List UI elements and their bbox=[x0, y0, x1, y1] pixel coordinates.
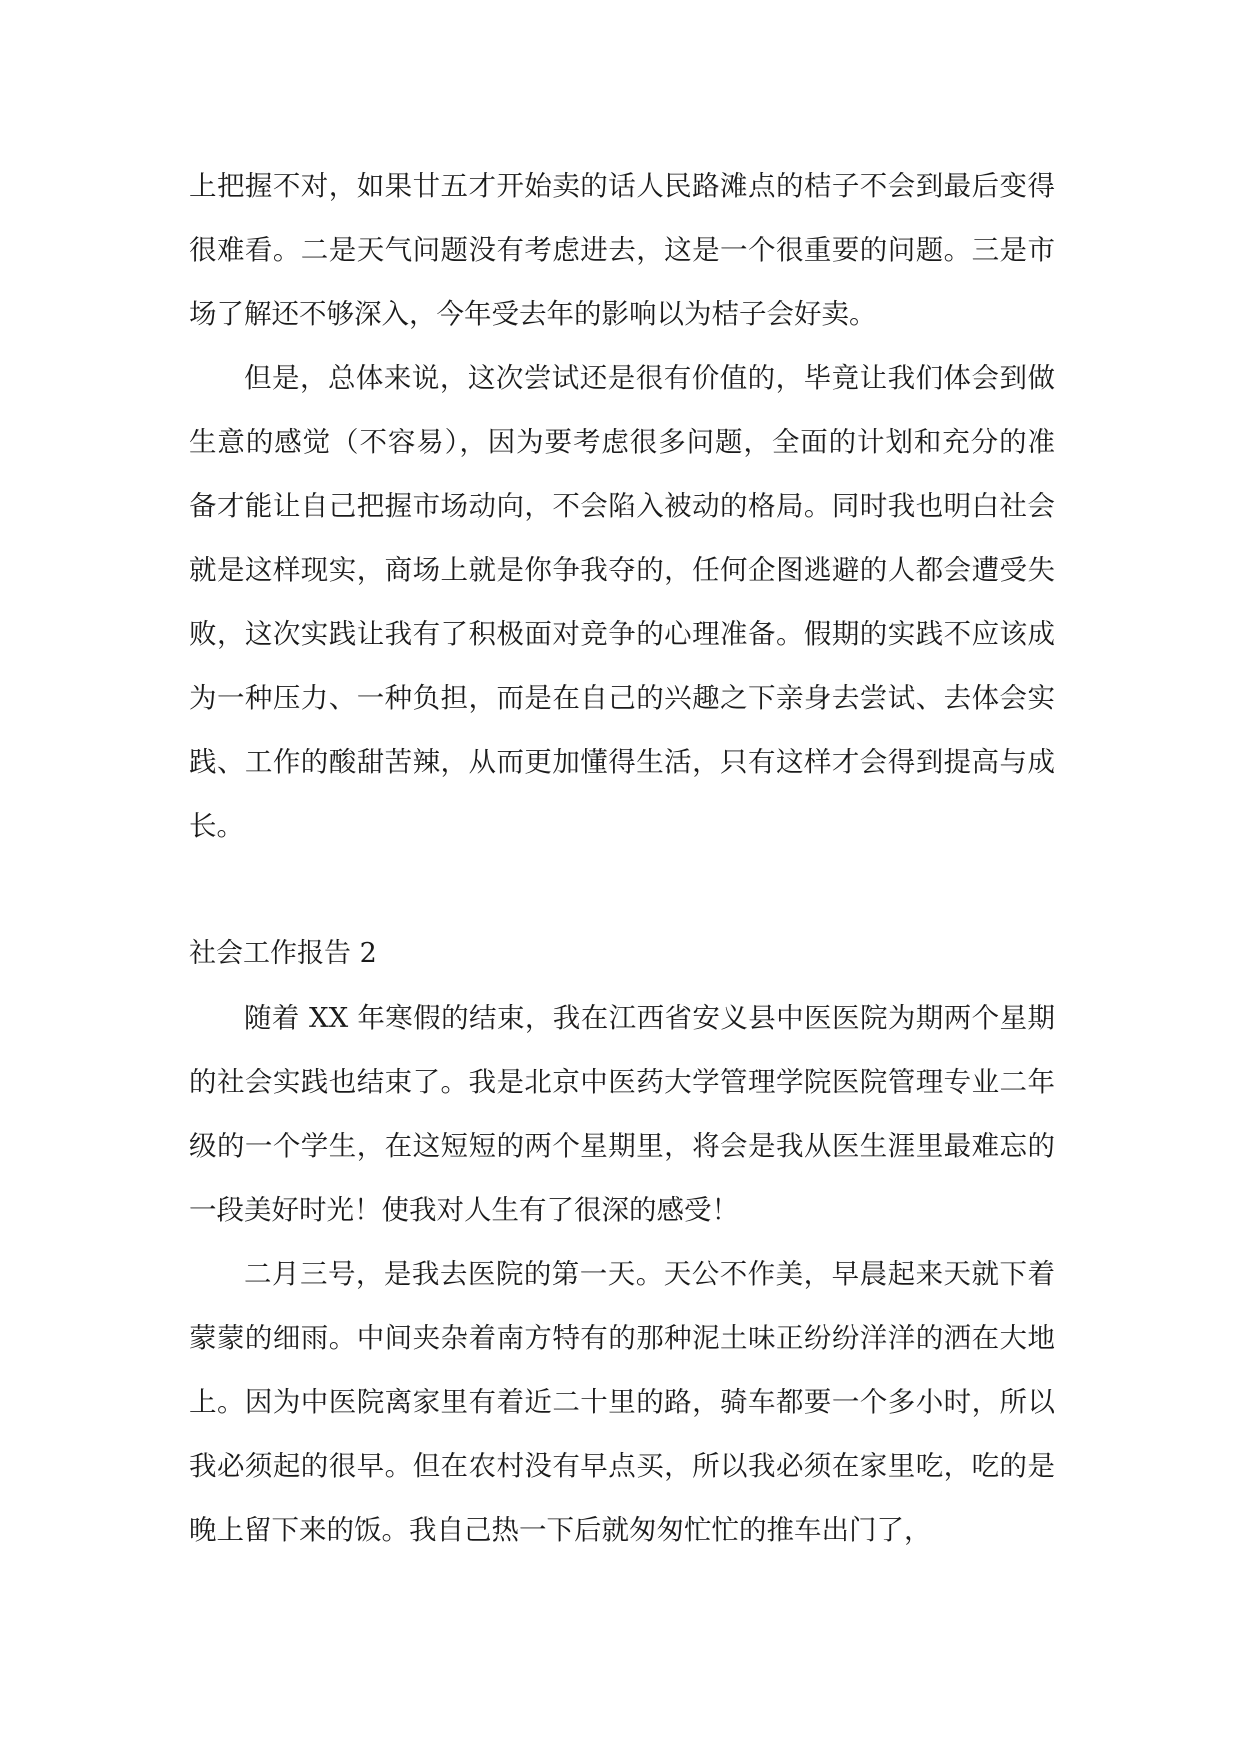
paragraph-2: 但是，总体来说，这次尝试还是很有价值的，毕竟让我们体会到做生意的感觉（不容易），因为要考虑很多问题，全面的计划和充分的准备才能让自己把握市场动向，不会陷入被动的格局。同时我也明白社会就是这样现实，商场上就是你争我夺的，任何企图逃避的人都会遭受失败，这次实践让我有了积极面对竞争的心理准备。假期的实践不应该成为一种压力、一种负担，而是在自己的兴趣之下亲身去尝试、去体会实践、工作的酸甜苦辣，从而更加懂得生活，只有这样才会得到提高与成长。 bbox=[189, 362, 1055, 842]
paragraph-3: 随着 XX 年寒假的结束，我在江西省安义县中医医院为期两个星期的社会实践也结束了。我是北京中医药大学管理学院医院管理专业二年级的一个学生，在这短短的两个星期里，将会是我从医生涯里最难忘的一段美好时光！使我对人生有了很深的感受！ bbox=[189, 1002, 1055, 1226]
section-2 bbox=[189, 922, 1055, 1562]
section-1 bbox=[189, 154, 1055, 858]
paragraph-4: 二月三号，是我去医院的第一天。天公不作美，早晨起来天就下着蒙蒙的细雨。中间夹杂着南方特有的那种泥土味正纷纷洋洋的洒在大地上。因为中医院离家里有着近二十里的路，骑车都要一个多小时，所以我必须起的很早。但在农村没有早点买，所以我必须在家里吃，吃的是晚上留下来的饭。我自己热一下后就匆匆忙忙的推车出门了， bbox=[189, 1258, 1055, 1546]
section-heading: 社会工作报告 2 bbox=[189, 938, 377, 969]
paragraph-1: 上把握不对，如果廿五才开始卖的话人民路滩点的桔子不会到最后变得很难看。二是天气问题没有考虑进去，这是一个很重要的问题。三是市场了解还不够深入，今年受去年的影响以为桔子会好卖。 bbox=[189, 170, 1055, 330]
